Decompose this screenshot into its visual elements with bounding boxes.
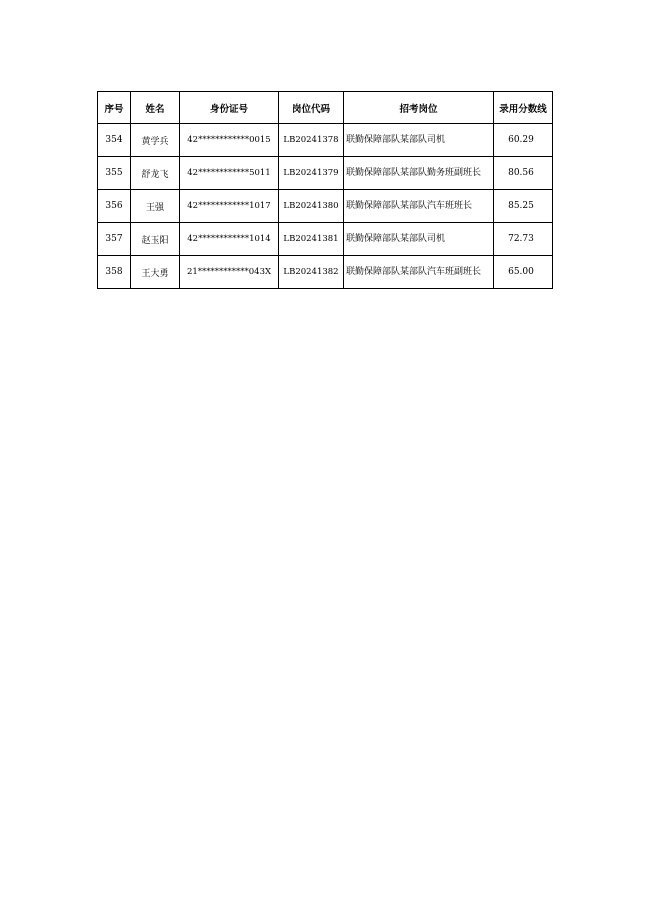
table-row xyxy=(98,190,553,223)
cell-admission-score: 65.00 xyxy=(494,256,553,289)
header-id-number: 身份证号 xyxy=(180,92,279,124)
cell-recruitment-post: 联勤保障部队某部队司机 xyxy=(344,223,494,256)
cell-recruitment-post: 联勤保障部队某部队汽车班班长 xyxy=(344,190,494,223)
admission-score-table xyxy=(97,91,553,289)
cell-name: 王强 xyxy=(131,190,180,223)
cell-name: 王大勇 xyxy=(131,256,180,289)
cell-admission-score: 72.73 xyxy=(494,223,553,256)
cell-id-number: 42************5011 xyxy=(180,157,279,190)
cell-id-number: 42************1014 xyxy=(180,223,279,256)
cell-id-number: 42************1017 xyxy=(180,190,279,223)
cell-name: 黄学兵 xyxy=(131,124,180,157)
cell-serial-number: 356 xyxy=(98,190,131,223)
cell-post-code: LB20241380 xyxy=(279,190,344,223)
cell-serial-number: 357 xyxy=(98,223,131,256)
cell-recruitment-post: 联勤保障部队某部队汽车班副班长 xyxy=(344,256,494,289)
header-name: 姓名 xyxy=(131,92,180,124)
header-serial-number: 序号 xyxy=(98,92,131,124)
table-row xyxy=(98,223,553,256)
cell-name: 赵玉阳 xyxy=(131,223,180,256)
cell-serial-number: 354 xyxy=(98,124,131,157)
cell-id-number: 42************0015 xyxy=(180,124,279,157)
table-header-row xyxy=(98,92,553,124)
cell-admission-score: 60.29 xyxy=(494,124,553,157)
cell-post-code: LB20241382 xyxy=(279,256,344,289)
header-admission-score: 录用分数线 xyxy=(494,92,553,124)
cell-id-number: 21************043X xyxy=(180,256,279,289)
table-row xyxy=(98,124,553,157)
cell-admission-score: 80.56 xyxy=(494,157,553,190)
cell-post-code: LB20241381 xyxy=(279,223,344,256)
cell-recruitment-post: 联勤保障部队某部队司机 xyxy=(344,124,494,157)
header-recruitment-post: 招考岗位 xyxy=(344,92,494,124)
table-row xyxy=(98,157,553,190)
cell-admission-score: 85.25 xyxy=(494,190,553,223)
cell-recruitment-post: 联勤保障部队某部队勤务班副班长 xyxy=(344,157,494,190)
cell-post-code: LB20241379 xyxy=(279,157,344,190)
cell-serial-number: 355 xyxy=(98,157,131,190)
cell-serial-number: 358 xyxy=(98,256,131,289)
cell-name: 舒龙飞 xyxy=(131,157,180,190)
cell-post-code: LB20241378 xyxy=(279,124,344,157)
header-post-code: 岗位代码 xyxy=(279,92,344,124)
table-row xyxy=(98,256,553,289)
